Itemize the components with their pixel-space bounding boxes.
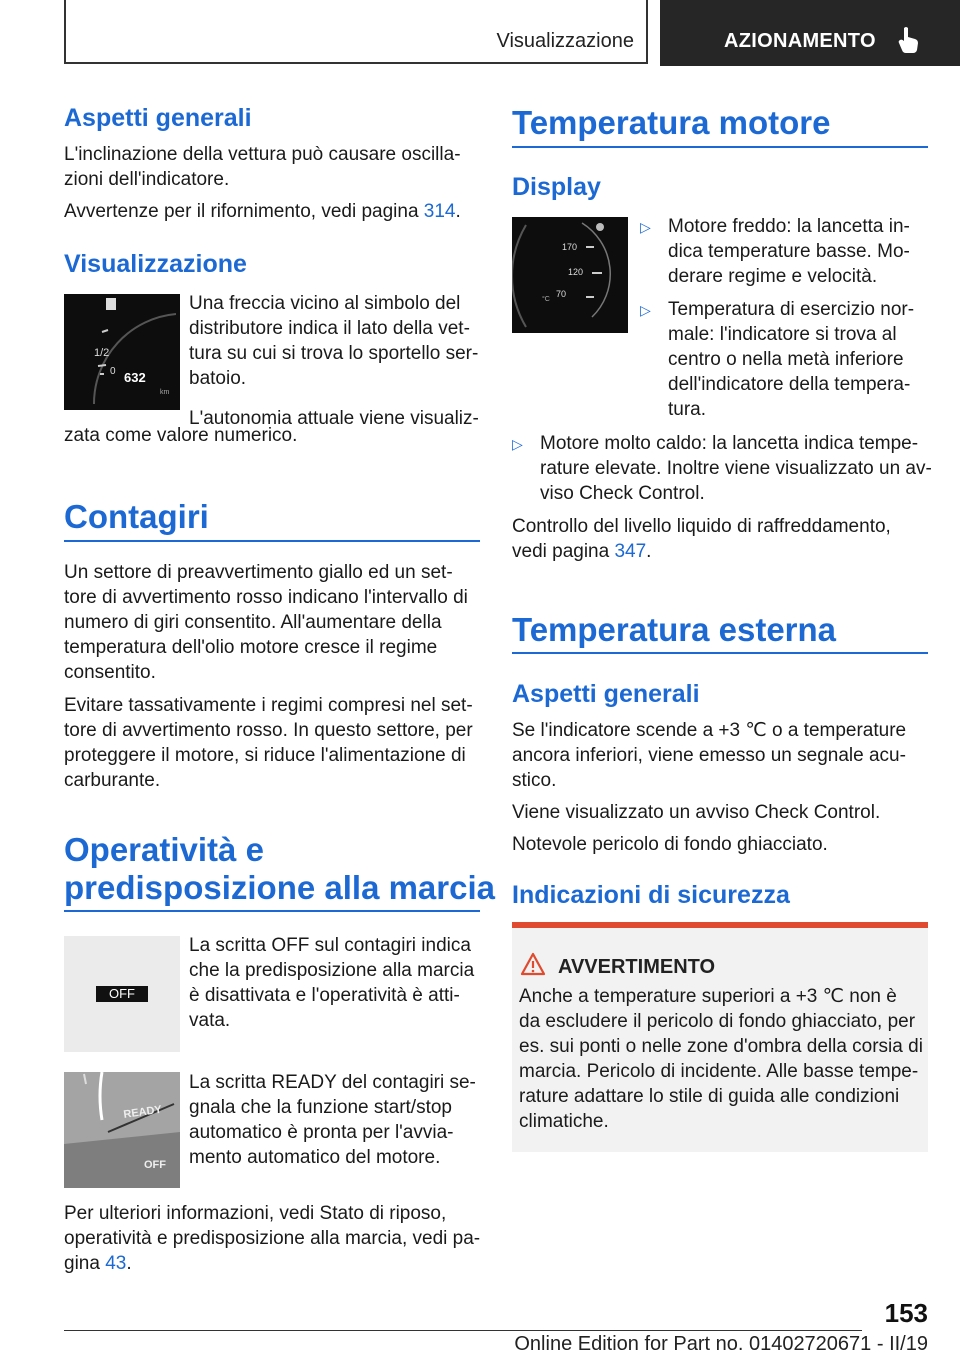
text-line: tore di avvertimento rosso indicano l'intervallo di	[64, 587, 468, 608]
paragraph-settore	[64, 560, 468, 685]
text: vedi pagina	[512, 541, 615, 562]
text-line: marcia. Pericolo di incidente. Alle basse tempe-	[519, 1061, 919, 1082]
heading-temperatura-esterna: Temperatura esterna	[512, 611, 837, 648]
text-line: dica temperature basse. Mo-	[668, 241, 910, 262]
text-line: tore di avvertimento rosso. In questo settore, per	[64, 720, 473, 741]
warning-box	[512, 922, 928, 1152]
text-line: centro o nella metà inferiore	[668, 349, 904, 370]
page-link-347[interactable]: 347	[614, 541, 647, 562]
text-line: Temperatura di esercizio nor-	[668, 299, 915, 320]
ready-display-image	[64, 1072, 180, 1188]
temp-unit-label: °C	[542, 296, 550, 303]
text-line: Per ulteriori informazioni, vedi Stato di riposo,	[64, 1203, 447, 1224]
off-indicator-label: OFF	[96, 986, 148, 1002]
heading-visualizzazione: Visualizzazione	[64, 250, 247, 278]
temp-170-label: 170	[562, 242, 578, 252]
heading-display: Display	[512, 173, 601, 201]
text-line: mento automatico del motore.	[189, 1147, 441, 1168]
fuel-zero-label: 0	[110, 366, 116, 377]
paragraph-controllo-liquido	[512, 514, 891, 564]
text-line: Evitare tassativamente i regimi compresi nel set-	[64, 695, 473, 716]
bullet-temperatura-esercizio	[668, 297, 914, 422]
heading-temperatura-motore: Temperatura motore	[512, 104, 831, 141]
page-link-43[interactable]: 43	[105, 1253, 127, 1274]
fuel-range-value: 632	[124, 370, 146, 385]
text-line: rature elevate. Inoltre viene visualizzato un av-	[540, 458, 932, 479]
text-line: automatico è pronta per l'avvia-	[189, 1122, 454, 1143]
header-section-tab	[64, 0, 648, 64]
bullet-triangle-icon: ▷	[640, 302, 651, 318]
page-number: 153	[884, 1298, 928, 1328]
temp-70-label: 70	[556, 289, 567, 299]
heading-contagiri: Contagiri	[64, 498, 209, 535]
text-line: carburante.	[64, 770, 161, 791]
text-line: distributore indica il lato della vet-	[189, 318, 470, 339]
heading-operativita-l1: Operatività e	[64, 831, 264, 868]
text-line: es. sui ponti o nelle zone d'ombra della corsia di	[519, 1036, 923, 1057]
text-line: Una freccia vicino al simbolo del	[189, 293, 461, 314]
text-line: consentito.	[64, 662, 156, 683]
heading-rule	[64, 540, 480, 542]
hand-pointer-icon	[898, 26, 920, 54]
paragraph-off	[189, 933, 474, 1033]
ready-indicator-label: READY	[122, 1103, 163, 1121]
text-line: dell'indicatore della tempera-	[668, 374, 911, 395]
text: gina	[64, 1253, 106, 1274]
text-line: gnala che la funzione start/stop	[189, 1097, 453, 1118]
text-line: Controllo del livello liquido di raffreddamento,	[512, 516, 891, 537]
text-line: rature adattare lo stile di guida alle condizioni	[519, 1086, 900, 1107]
text-line: vata.	[189, 1010, 231, 1031]
text-line: Motore freddo: la lancetta in-	[668, 216, 910, 237]
heading-indicazioni-sicurezza: Indicazioni di sicurezza	[512, 881, 790, 909]
fuel-range-unit: km	[160, 389, 170, 396]
warning-title: AVVERTIMENTO	[558, 956, 716, 978]
heading-rule	[512, 146, 928, 148]
footer-edition: Online Edition for Part no. 01402720671 - II/19	[514, 1333, 928, 1355]
heading-rule	[512, 652, 928, 654]
section-label: Visualizzazione	[496, 30, 634, 52]
bullet-triangle-icon: ▷	[512, 436, 523, 452]
bullet-motore-freddo	[668, 214, 910, 289]
text-line: temperatura dell'olio motore cresce il regime	[64, 637, 438, 658]
paragraph-ulteriori	[64, 1201, 480, 1276]
text-line: ancora inferiori, viene emesso un segnale acu-	[512, 745, 906, 766]
heading-operativita-l2: predisposizione alla marcia	[64, 869, 495, 906]
warning-text	[519, 984, 923, 1134]
bullet-triangle-icon: ▷	[640, 219, 651, 235]
text-line: Un settore di preavvertimento giallo ed un set-	[64, 562, 453, 583]
bullet-motore-caldo	[540, 431, 932, 506]
text-line: Se l'indicatore scende a +3 ℃ o a temperature	[512, 720, 907, 741]
text-line: viso Check Control.	[540, 483, 705, 504]
text-line: La scritta OFF sul contagiri indica	[189, 935, 471, 956]
fuel-half-label: 1/2	[94, 347, 110, 359]
text-line: male: l'indicatore si trova al	[668, 324, 897, 345]
paragraph-indicatore-3c	[512, 718, 906, 793]
text-line: tura su cui si trova lo sportello ser-	[189, 343, 479, 364]
paragraph-autonomia-l1: L'autonomia attuale viene visualiz-	[189, 408, 479, 429]
text-line: proteggere il motore, si riduce l'alimentazione di	[64, 745, 466, 766]
text-line: da escludere il pericolo di fondo ghiacciato, per	[519, 1011, 916, 1032]
paragraph-freccia	[189, 291, 478, 391]
text-line: è disattivata e l'operatività è atti-	[189, 985, 460, 1006]
heading-rule	[64, 910, 480, 912]
text-line: derare regime e velocità.	[668, 266, 878, 287]
text: .	[455, 201, 461, 222]
fuel-gauge-image	[64, 294, 180, 410]
page-link-314[interactable]: 314	[423, 201, 456, 222]
text: .	[646, 541, 652, 562]
text: .	[126, 1253, 132, 1274]
paragraph-pericolo: Notevole pericolo di fondo ghiacciato.	[512, 834, 828, 855]
text: Avvertenze per il rifornimento, vedi pagina	[64, 201, 424, 222]
paragraph-ready	[189, 1070, 476, 1170]
text-line: che la predisposizione alla marcia	[189, 960, 475, 981]
temp-120-label: 120	[568, 267, 584, 277]
text-line: L'inclinazione della vettura può causare oscilla-	[64, 144, 461, 165]
chapter-label: AZIONAMENTO	[724, 30, 876, 52]
warning-triangle-icon	[520, 952, 546, 976]
header-chapter-tab	[660, 0, 960, 66]
footer-rule	[64, 1330, 862, 1331]
text-line: Motore molto caldo: la lancetta indica tempe-	[540, 433, 919, 454]
text-line: Anche a temperature superiori a +3 ℃ non è	[519, 986, 897, 1007]
text-line: climatiche.	[519, 1111, 609, 1132]
text-line: La scritta READY del contagiri se-	[189, 1072, 476, 1093]
off-display-image	[64, 936, 180, 1052]
text-line: operatività e predisposizione alla marcia, vedi pa-	[64, 1228, 481, 1249]
paragraph-avviso-check: Viene visualizzato un avviso Check Control.	[512, 802, 881, 823]
text-line: stico.	[512, 770, 557, 791]
paragraph-evitare	[64, 693, 473, 793]
text-line: tura.	[668, 399, 707, 420]
off-indicator-label-small: OFF	[144, 1159, 166, 1171]
paragraph-autonomia-l2: zata come valore numerico.	[64, 425, 298, 446]
text-line: numero di giri consentito. All'aumentare della	[64, 612, 442, 633]
heading-aspetti-generali-2: Aspetti generali	[512, 680, 700, 708]
heading-aspetti-generali: Aspetti generali	[64, 104, 252, 132]
temperature-gauge-image	[512, 217, 628, 333]
text-line: batoio.	[189, 368, 247, 389]
text-line: zioni dell'indicatore.	[64, 169, 230, 190]
paragraph-avvertenze	[64, 199, 461, 224]
paragraph-inclinazione	[64, 142, 461, 192]
